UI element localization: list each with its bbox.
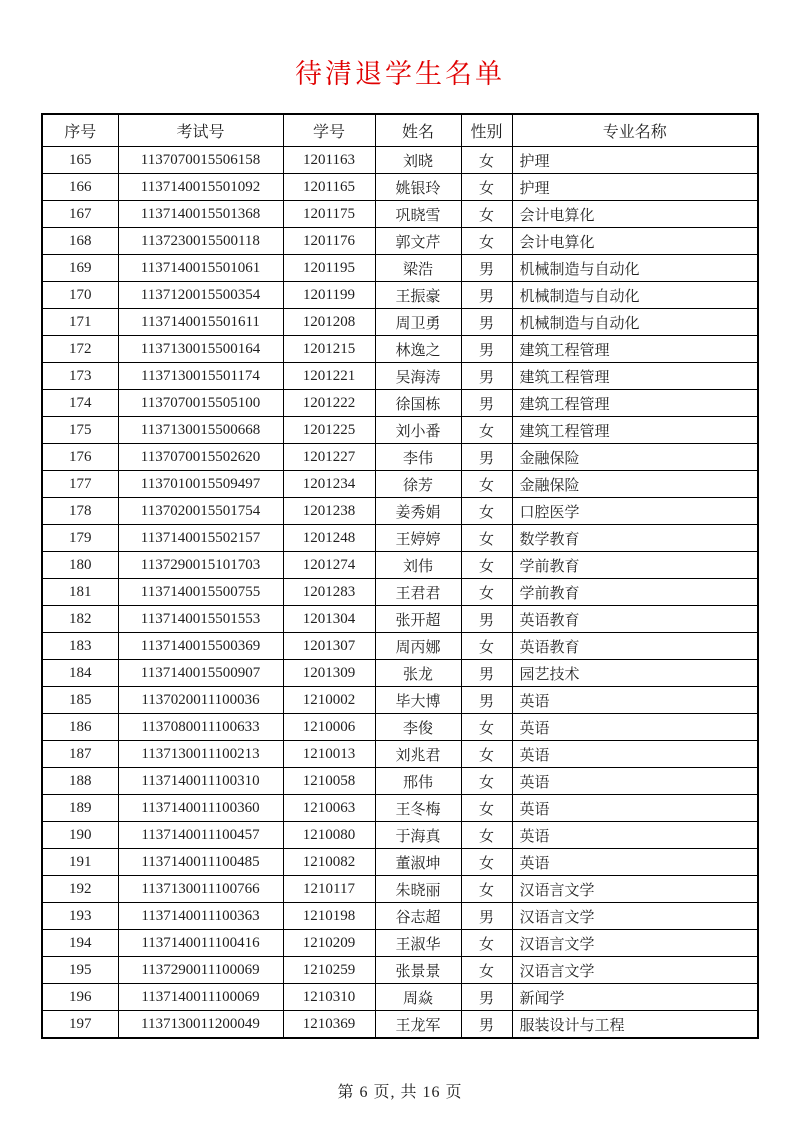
cell-student-id: 1201175 — [283, 201, 375, 228]
cell-index: 189 — [42, 795, 118, 822]
table-row — [42, 363, 758, 390]
cell-gender: 女 — [461, 201, 512, 228]
cell-exam-no: 1137130015501174 — [118, 363, 283, 390]
cell-student-id: 1210006 — [283, 714, 375, 741]
cell-major: 汉语言文学 — [512, 930, 758, 957]
table-row — [42, 930, 758, 957]
cell-name: 徐国栋 — [375, 390, 461, 417]
cell-name: 周卫勇 — [375, 309, 461, 336]
cell-index: 177 — [42, 471, 118, 498]
cell-gender: 女 — [461, 579, 512, 606]
cell-exam-no: 1137130011100213 — [118, 741, 283, 768]
cell-exam-no: 1137140011100360 — [118, 795, 283, 822]
cell-name: 王婷婷 — [375, 525, 461, 552]
cell-index: 170 — [42, 282, 118, 309]
cell-index: 192 — [42, 876, 118, 903]
cell-student-id: 1201225 — [283, 417, 375, 444]
cell-exam-no: 1137120015500354 — [118, 282, 283, 309]
table-row — [42, 768, 758, 795]
cell-gender: 男 — [461, 363, 512, 390]
cell-gender: 男 — [461, 282, 512, 309]
cell-student-id: 1201274 — [283, 552, 375, 579]
cell-gender: 女 — [461, 768, 512, 795]
cell-exam-no: 1137140015501061 — [118, 255, 283, 282]
cell-name: 刘小番 — [375, 417, 461, 444]
cell-name: 吴海涛 — [375, 363, 461, 390]
cell-major: 金融保险 — [512, 444, 758, 471]
cell-index: 167 — [42, 201, 118, 228]
cell-name: 于海真 — [375, 822, 461, 849]
cell-exam-no: 1137130011100766 — [118, 876, 283, 903]
cell-gender: 女 — [461, 822, 512, 849]
table-row — [42, 714, 758, 741]
cell-student-id: 1210082 — [283, 849, 375, 876]
cell-student-id: 1210002 — [283, 687, 375, 714]
cell-major: 金融保险 — [512, 471, 758, 498]
cell-student-id: 1210063 — [283, 795, 375, 822]
table-row — [42, 309, 758, 336]
cell-major: 英语 — [512, 795, 758, 822]
table-header-row — [42, 114, 758, 147]
cell-major: 机械制造与自动化 — [512, 282, 758, 309]
cell-name: 姚银玲 — [375, 174, 461, 201]
cell-exam-no: 1137140015501553 — [118, 606, 283, 633]
cell-gender: 女 — [461, 228, 512, 255]
column-header-name: 姓名 — [375, 114, 461, 147]
cell-index: 182 — [42, 606, 118, 633]
cell-major: 英语 — [512, 822, 758, 849]
cell-exam-no: 1137140015501092 — [118, 174, 283, 201]
cell-name: 梁浩 — [375, 255, 461, 282]
cell-name: 李伟 — [375, 444, 461, 471]
cell-student-id: 1201248 — [283, 525, 375, 552]
cell-major: 学前教育 — [512, 579, 758, 606]
cell-exam-no: 1137140011100310 — [118, 768, 283, 795]
cell-gender: 男 — [461, 1011, 512, 1039]
cell-student-id: 1201215 — [283, 336, 375, 363]
cell-gender: 女 — [461, 471, 512, 498]
cell-gender: 男 — [461, 903, 512, 930]
cell-gender: 男 — [461, 309, 512, 336]
table-row — [42, 498, 758, 525]
cell-student-id: 1210310 — [283, 984, 375, 1011]
cell-gender: 女 — [461, 417, 512, 444]
cell-exam-no: 1137130011200049 — [118, 1011, 283, 1039]
cell-gender: 女 — [461, 525, 512, 552]
cell-major: 英语 — [512, 687, 758, 714]
cell-student-id: 1201234 — [283, 471, 375, 498]
cell-index: 180 — [42, 552, 118, 579]
cell-major: 建筑工程管理 — [512, 363, 758, 390]
column-header-student-id: 学号 — [283, 114, 375, 147]
cell-gender: 男 — [461, 255, 512, 282]
page-footer: 第 6 页, 共 16 页 — [337, 1084, 463, 1101]
table-row — [42, 417, 758, 444]
cell-major: 服装设计与工程 — [512, 1011, 758, 1039]
cell-student-id: 1201227 — [283, 444, 375, 471]
cell-index: 174 — [42, 390, 118, 417]
cell-gender: 女 — [461, 498, 512, 525]
cell-major: 建筑工程管理 — [512, 417, 758, 444]
table-row — [42, 660, 758, 687]
table-row — [42, 255, 758, 282]
cell-name: 姜秀娟 — [375, 498, 461, 525]
cell-name: 董淑坤 — [375, 849, 461, 876]
cell-major: 数学教育 — [512, 525, 758, 552]
cell-major: 汉语言文学 — [512, 957, 758, 984]
cell-name: 刘晓 — [375, 147, 461, 174]
cell-name: 毕大博 — [375, 687, 461, 714]
cell-exam-no: 1137140011100416 — [118, 930, 283, 957]
table-row — [42, 606, 758, 633]
table-row — [42, 687, 758, 714]
cell-student-id: 1201283 — [283, 579, 375, 606]
cell-student-id: 1201309 — [283, 660, 375, 687]
cell-index: 165 — [42, 147, 118, 174]
table-row — [42, 201, 758, 228]
cell-gender: 女 — [461, 174, 512, 201]
cell-index: 193 — [42, 903, 118, 930]
cell-index: 183 — [42, 633, 118, 660]
cell-exam-no: 1137230015500118 — [118, 228, 283, 255]
cell-exam-no: 1137140015501368 — [118, 201, 283, 228]
cell-exam-no: 1137130015500668 — [118, 417, 283, 444]
cell-exam-no: 1137130015500164 — [118, 336, 283, 363]
table-row — [42, 147, 758, 174]
cell-student-id: 1210013 — [283, 741, 375, 768]
cell-exam-no: 1137140015501611 — [118, 309, 283, 336]
cell-student-id: 1201222 — [283, 390, 375, 417]
cell-gender: 女 — [461, 957, 512, 984]
cell-exam-no: 1137140011100485 — [118, 849, 283, 876]
cell-exam-no: 1137140011100363 — [118, 903, 283, 930]
cell-name: 刘伟 — [375, 552, 461, 579]
cell-name: 谷志超 — [375, 903, 461, 930]
cell-index: 185 — [42, 687, 118, 714]
cell-name: 巩晓雪 — [375, 201, 461, 228]
cell-index: 171 — [42, 309, 118, 336]
column-header-exam-no: 考试号 — [118, 114, 283, 147]
table-row — [42, 282, 758, 309]
cell-major: 学前教育 — [512, 552, 758, 579]
cell-gender: 女 — [461, 849, 512, 876]
table-row — [42, 822, 758, 849]
column-header-gender: 性别 — [461, 114, 512, 147]
cell-student-id: 1210209 — [283, 930, 375, 957]
cell-index: 166 — [42, 174, 118, 201]
cell-name: 郭文芹 — [375, 228, 461, 255]
cell-major: 护理 — [512, 174, 758, 201]
cell-major: 会计电算化 — [512, 201, 758, 228]
table-row — [42, 876, 758, 903]
cell-exam-no: 1137140015502157 — [118, 525, 283, 552]
cell-student-id: 1201163 — [283, 147, 375, 174]
cell-gender: 女 — [461, 633, 512, 660]
table-row — [42, 444, 758, 471]
cell-gender: 男 — [461, 687, 512, 714]
cell-gender: 女 — [461, 930, 512, 957]
cell-student-id: 1210080 — [283, 822, 375, 849]
cell-name: 王淑华 — [375, 930, 461, 957]
cell-exam-no: 1137070015505100 — [118, 390, 283, 417]
cell-index: 175 — [42, 417, 118, 444]
cell-name: 周丙娜 — [375, 633, 461, 660]
cell-index: 191 — [42, 849, 118, 876]
cell-major: 英语 — [512, 741, 758, 768]
cell-gender: 女 — [461, 795, 512, 822]
cell-exam-no: 1137140011100457 — [118, 822, 283, 849]
cell-student-id: 1201221 — [283, 363, 375, 390]
cell-major: 英语 — [512, 768, 758, 795]
cell-major: 英语 — [512, 714, 758, 741]
cell-gender: 男 — [461, 336, 512, 363]
cell-index: 173 — [42, 363, 118, 390]
table-body — [42, 147, 758, 1039]
cell-student-id: 1210259 — [283, 957, 375, 984]
cell-student-id: 1201195 — [283, 255, 375, 282]
cell-gender: 男 — [461, 444, 512, 471]
cell-major: 机械制造与自动化 — [512, 309, 758, 336]
table-row — [42, 336, 758, 363]
table-row — [42, 525, 758, 552]
table-row — [42, 903, 758, 930]
cell-major: 机械制造与自动化 — [512, 255, 758, 282]
table-row — [42, 579, 758, 606]
page-title: 待清退学生名单 — [295, 59, 505, 89]
cell-major: 会计电算化 — [512, 228, 758, 255]
column-header-index: 序号 — [42, 114, 118, 147]
cell-exam-no: 1137070015502620 — [118, 444, 283, 471]
cell-name: 邢伟 — [375, 768, 461, 795]
cell-major: 护理 — [512, 147, 758, 174]
cell-name: 王龙军 — [375, 1011, 461, 1039]
cell-major: 新闻学 — [512, 984, 758, 1011]
cell-exam-no: 1137140015500907 — [118, 660, 283, 687]
cell-gender: 女 — [461, 552, 512, 579]
cell-index: 176 — [42, 444, 118, 471]
cell-gender: 男 — [461, 606, 512, 633]
cell-index: 190 — [42, 822, 118, 849]
cell-exam-no: 1137290011100069 — [118, 957, 283, 984]
cell-student-id: 1201304 — [283, 606, 375, 633]
cell-student-id: 1201208 — [283, 309, 375, 336]
table-row — [42, 957, 758, 984]
cell-index: 186 — [42, 714, 118, 741]
cell-name: 徐芳 — [375, 471, 461, 498]
column-header-major: 专业名称 — [512, 114, 758, 147]
table-row — [42, 984, 758, 1011]
cell-index: 181 — [42, 579, 118, 606]
table-row — [42, 552, 758, 579]
cell-name: 李俊 — [375, 714, 461, 741]
cell-index: 188 — [42, 768, 118, 795]
cell-index: 184 — [42, 660, 118, 687]
table-row — [42, 1011, 758, 1039]
cell-exam-no: 1137140011100069 — [118, 984, 283, 1011]
cell-index: 172 — [42, 336, 118, 363]
cell-major: 汉语言文学 — [512, 903, 758, 930]
cell-name: 王君君 — [375, 579, 461, 606]
cell-student-id: 1201238 — [283, 498, 375, 525]
table-row — [42, 174, 758, 201]
cell-major: 口腔医学 — [512, 498, 758, 525]
cell-student-id: 1201176 — [283, 228, 375, 255]
cell-index: 179 — [42, 525, 118, 552]
cell-gender: 男 — [461, 984, 512, 1011]
cell-major: 英语教育 — [512, 633, 758, 660]
cell-student-id: 1210117 — [283, 876, 375, 903]
cell-student-id: 1210198 — [283, 903, 375, 930]
table-row — [42, 390, 758, 417]
cell-student-id: 1201307 — [283, 633, 375, 660]
cell-gender: 男 — [461, 390, 512, 417]
cell-index: 195 — [42, 957, 118, 984]
cell-gender: 男 — [461, 660, 512, 687]
cell-exam-no: 1137140015500369 — [118, 633, 283, 660]
cell-gender: 女 — [461, 147, 512, 174]
cell-name: 朱晓丽 — [375, 876, 461, 903]
cell-name: 刘兆君 — [375, 741, 461, 768]
cell-exam-no: 1137010015509497 — [118, 471, 283, 498]
cell-index: 168 — [42, 228, 118, 255]
cell-student-id: 1201199 — [283, 282, 375, 309]
table-row — [42, 471, 758, 498]
table-row — [42, 228, 758, 255]
cell-exam-no: 1137140015500755 — [118, 579, 283, 606]
cell-name: 张开超 — [375, 606, 461, 633]
table-row — [42, 849, 758, 876]
cell-student-id: 1201165 — [283, 174, 375, 201]
cell-gender: 女 — [461, 714, 512, 741]
cell-exam-no: 1137080011100633 — [118, 714, 283, 741]
cell-name: 张龙 — [375, 660, 461, 687]
cell-major: 汉语言文学 — [512, 876, 758, 903]
cell-index: 194 — [42, 930, 118, 957]
cell-index: 169 — [42, 255, 118, 282]
cell-index: 196 — [42, 984, 118, 1011]
cell-major: 英语教育 — [512, 606, 758, 633]
table-row — [42, 633, 758, 660]
cell-major: 英语 — [512, 849, 758, 876]
cell-exam-no: 1137290015101703 — [118, 552, 283, 579]
cell-name: 王振豪 — [375, 282, 461, 309]
cell-exam-no: 1137020011100036 — [118, 687, 283, 714]
cell-student-id: 1210058 — [283, 768, 375, 795]
cell-name: 王冬梅 — [375, 795, 461, 822]
cell-index: 187 — [42, 741, 118, 768]
cell-name: 林逸之 — [375, 336, 461, 363]
cell-exam-no: 1137020015501754 — [118, 498, 283, 525]
student-roster-table — [41, 113, 759, 1039]
cell-name: 周焱 — [375, 984, 461, 1011]
cell-gender: 女 — [461, 876, 512, 903]
cell-gender: 女 — [461, 741, 512, 768]
table-row — [42, 795, 758, 822]
cell-name: 张景景 — [375, 957, 461, 984]
cell-major: 建筑工程管理 — [512, 390, 758, 417]
cell-student-id: 1210369 — [283, 1011, 375, 1039]
cell-major: 园艺技术 — [512, 660, 758, 687]
cell-major: 建筑工程管理 — [512, 336, 758, 363]
cell-index: 178 — [42, 498, 118, 525]
table-row — [42, 741, 758, 768]
cell-exam-no: 1137070015506158 — [118, 147, 283, 174]
cell-index: 197 — [42, 1011, 118, 1039]
